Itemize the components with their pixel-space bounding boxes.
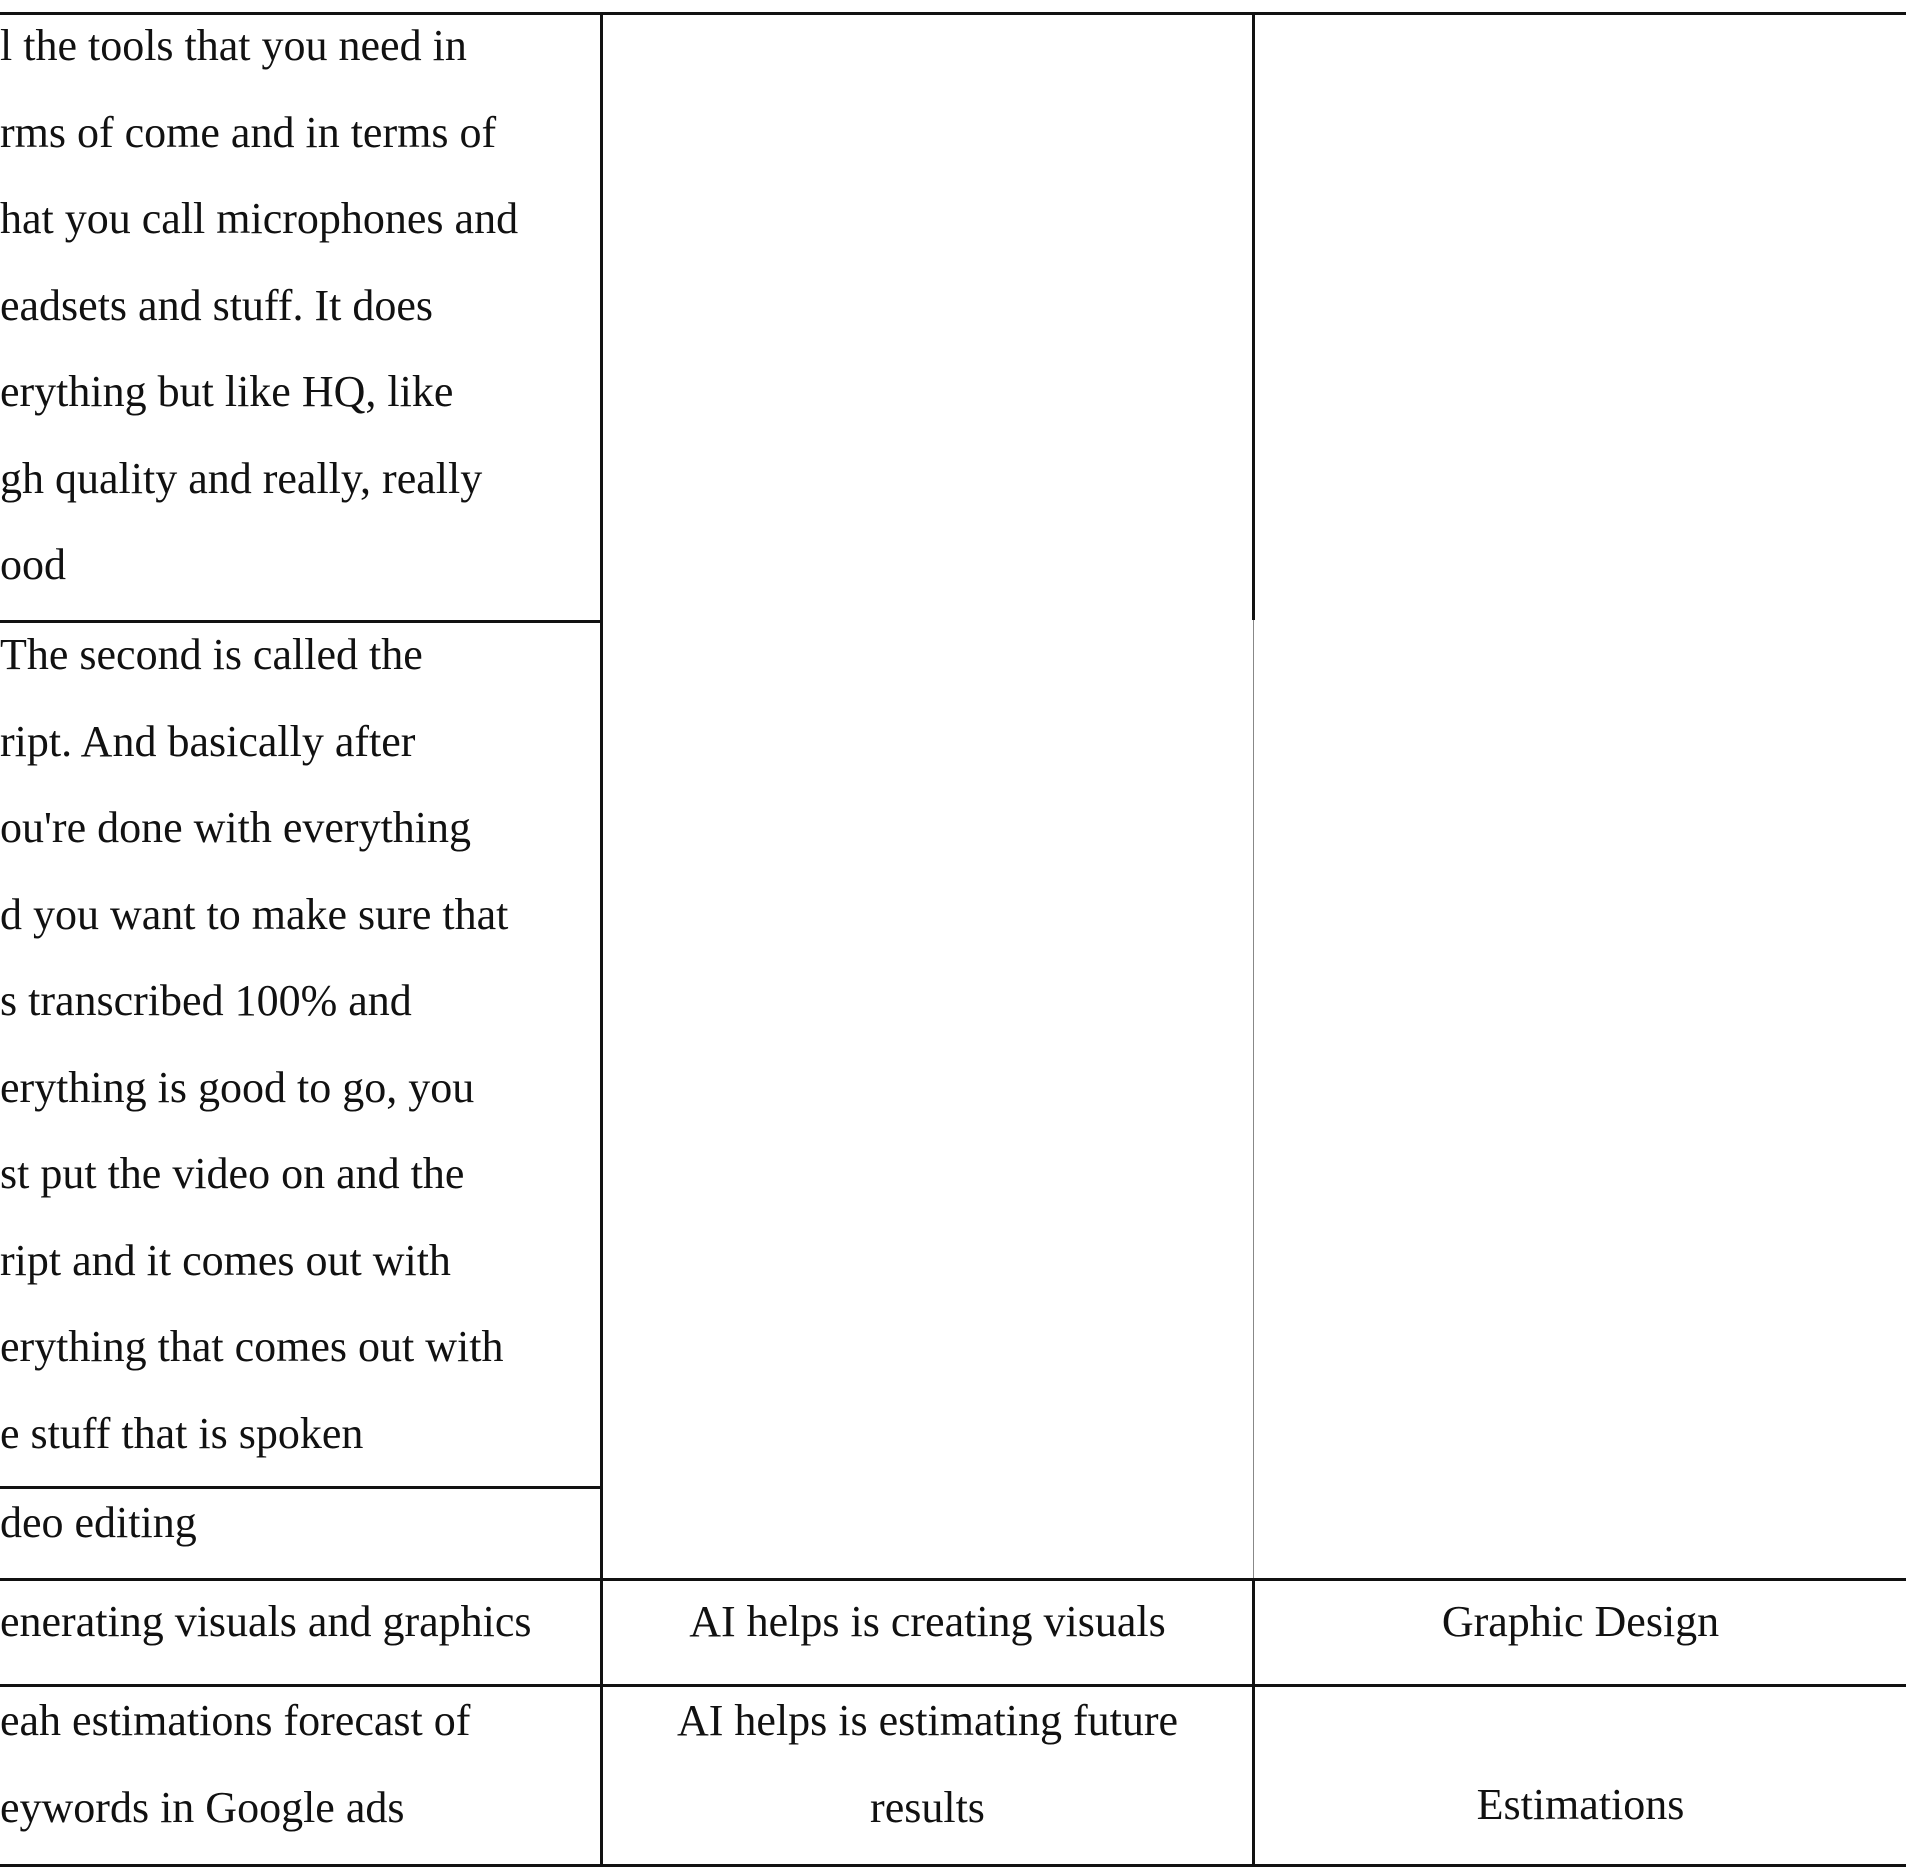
text-line: AI helps is estimating future (676, 1696, 1178, 1745)
row-divider-visuals (0, 1578, 1906, 1581)
col1-cell-b-text (0, 612, 508, 1477)
text-line: eadsets and stuff. It does (0, 280, 433, 330)
text-line: s transcribed 100% and (0, 976, 412, 1025)
text-line: erything that comes out with (0, 1322, 504, 1371)
estimations-row-col2 (603, 1678, 1252, 1851)
text-line: ou're done with everything (0, 803, 472, 852)
text-line: eah estimations forecast of (0, 1696, 471, 1745)
text-line: hat you call microphones and (0, 194, 519, 243)
column-divider-2-upper (1252, 12, 1255, 620)
text-line: erything is good to go, you (0, 1062, 475, 1112)
col1-cell-c-text: deo editing (0, 1498, 197, 1547)
text-line: gh quality and really, really (0, 453, 483, 503)
table-bottom-border (0, 1864, 1906, 1867)
row-divider-col1-b (0, 1486, 602, 1489)
visuals-row-col3: Graphic Design (1441, 1597, 1720, 1646)
estimations-row-col3: Estimations (1476, 1780, 1685, 1829)
estimations-row-col1 (0, 1678, 470, 1851)
visuals-row-col1: enerating visuals and graphics (0, 1597, 532, 1646)
text-line: erything but like HQ, like (0, 367, 454, 416)
text-line: e stuff that is spoken (0, 1408, 364, 1458)
text-line: eywords in Google ads (0, 1782, 405, 1832)
text-line: results (870, 1782, 985, 1832)
text-line: st put the video on and the (0, 1149, 465, 1198)
column-divider-1 (600, 12, 603, 1867)
text-line: l the tools that you need in (0, 21, 467, 70)
text-line: d you want to make sure that (0, 889, 509, 939)
column-divider-2-lower (1253, 620, 1254, 1580)
text-line: ood (0, 540, 66, 589)
text-line: The second is called the (0, 630, 423, 679)
col1-cell-a-text (0, 3, 518, 609)
text-line: ript and it comes out with (0, 1235, 451, 1285)
visuals-row-col2: AI helps is creating visuals (689, 1597, 1166, 1646)
text-line: ript. And basically after (0, 716, 416, 766)
text-line: rms of come and in terms of (0, 107, 497, 157)
